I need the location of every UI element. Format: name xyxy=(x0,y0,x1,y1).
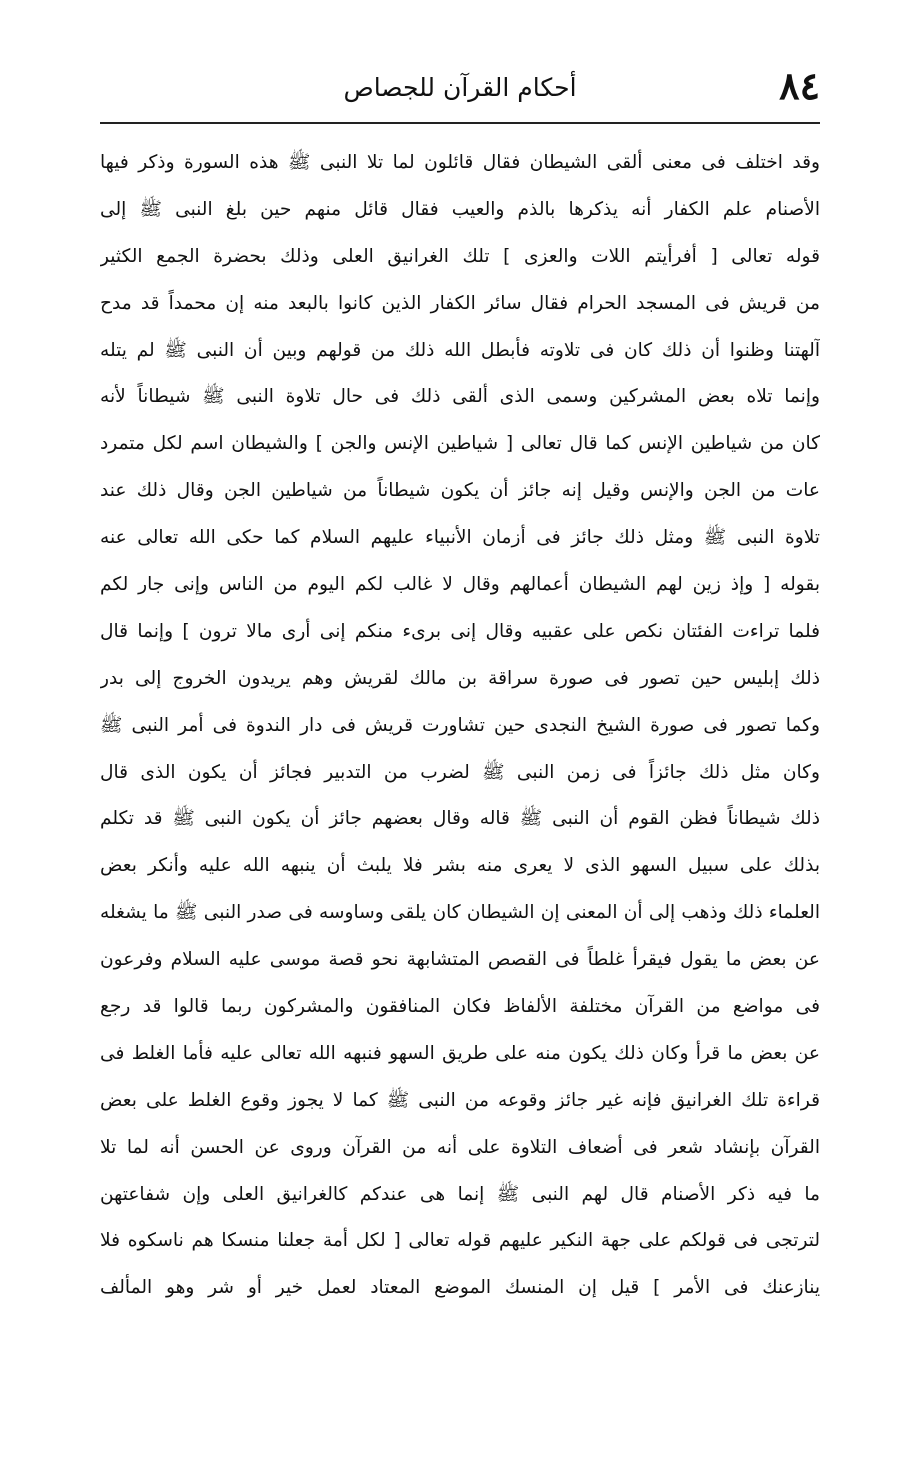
text-line: بذلك على سبيل السهو الذى لا يعرى منه بشر فلا يلبث أن ينبهه الله عليه وأنكر بعض xyxy=(100,855,820,877)
page-number: ٨٤ xyxy=(779,63,820,108)
text-line: ينازعنك فى الأمر ] قيل إن المنسك الموضع المعتاد لعمل خير أو شر وهو المألف xyxy=(100,1277,820,1299)
text-line: آلهتنا وظنوا أن ذلك كان فى تلاوته فأبطل الله ذلك من قولهم وبين أن النبى ﷺ لم يتله xyxy=(100,339,820,361)
header-divider xyxy=(100,122,820,124)
text-line: وكان مثل ذلك جائزاً فى زمن النبى ﷺ لضرب من التدبير فجائز أن يكون الذى قال xyxy=(100,761,820,783)
text-line: ما فيه ذكر الأصنام قال لهم النبى ﷺ إنما هى عندكم كالغرانيق العلى وإن شفاعتهن xyxy=(100,1183,820,1205)
text-line: تلاوة النبى ﷺ ومثل ذلك جائز فى أزمان الأنبياء عليهم السلام كما حكى الله تعالى عنه xyxy=(100,527,820,549)
text-line: من قريش فى المسجد الحرام فقال سائر الكفار الذين كانوا بالبعد منه إن محمداً قد مدح xyxy=(100,292,820,314)
text-line: العلماء ذلك وذهب إلى أن المعنى إن الشيطان كان يلقى وساوسه فى صدر النبى ﷺ ما يشغله xyxy=(100,902,820,924)
text-line: ذلك إبليس حين تصور فى صورة سراقة بن مالك لقريش وهم يريدون الخروج إلى بدر xyxy=(100,667,820,689)
text-line: وإنما تلاه بعض المشركين وسمى الذى ألقى ذلك فى حال تلاوة النبى ﷺ شيطاناً لأنه xyxy=(100,386,820,408)
text-line: فلما تراءت الفئتان نكص على عقبيه وقال إنى برىء منكم إنى أرى مالا ترون ] وإنما قال xyxy=(100,620,820,642)
text-line: وقد اختلف فى معنى ألقى الشيطان فقال قائلون لما تلا النبى ﷺ هذه السورة وذكر فيها xyxy=(100,152,820,173)
text-line: كان من شياطين الإنس كما قال تعالى [ شياطين الإنس والجن ] والشيطان اسم لكل متمرد xyxy=(100,433,820,455)
text-line: قراءة تلك الغرانيق فإنه غير جائز وقوعه من النبى ﷺ كما لا يجوز وقوع الغلط على بعض xyxy=(100,1089,820,1111)
text-line: القرآن بإنشاد شعر فى أضعاف التلاوة على أنه من القرآن وروى عن الحسن أنه لما تلا xyxy=(100,1136,820,1158)
page-header xyxy=(100,60,820,118)
text-line: ذلك شيطاناً فظن القوم أن النبى ﷺ قاله وقال بعضهم جائز أن يكون النبى ﷺ قد تكلم xyxy=(100,808,820,830)
text-line: الأصنام علم الكفار أنه يذكرها بالذم والعيب فقال قائل منهم حين بلغ النبى ﷺ إلى xyxy=(100,198,820,220)
text-line: عن بعض ما قرأ وكان ذلك يكون منه على طريق السهو فنبهه الله تعالى عليه فأما الغلط فى xyxy=(100,1042,820,1064)
text-line: قوله تعالى [ أفرأيتم اللات والعزى ] تلك الغرانيق العلى وذلك بحضرة الجمع الكثير xyxy=(100,245,820,267)
text-line: عن بعض ما يقول فيقرأ غلطاً فى القصص المتشابهة نحو قصة موسى عليه السلام وفرعون xyxy=(100,949,820,971)
text-line: لترتجى فى قولكم على جهة النكير عليهم قوله تعالى [ لكل أمة جعلنا منسكا هم ناسكوه فلا xyxy=(100,1230,820,1252)
text-line: وكما تصور فى صورة الشيخ النجدى حين تشاورت قريش فى دار الندوة فى أمر النبى ﷺ xyxy=(100,714,820,736)
running-title: أحكام القرآن للجصاص xyxy=(343,73,577,102)
text-line: بقوله [ وإذ زين لهم الشيطان أعمالهم وقال لا غالب لكم اليوم من الناس وإنى جار لكم xyxy=(100,574,820,596)
body-text xyxy=(100,140,820,1312)
text-line: عات من الجن والإنس وقيل إنه جائز أن يكون شيطاناً من شياطين الجن وقال ذلك عند xyxy=(100,480,820,502)
text-line: فى مواضع من القرآن مختلفة الألفاظ فكان المنافقون والمشركون ربما قالوا قد رجع xyxy=(100,996,820,1018)
